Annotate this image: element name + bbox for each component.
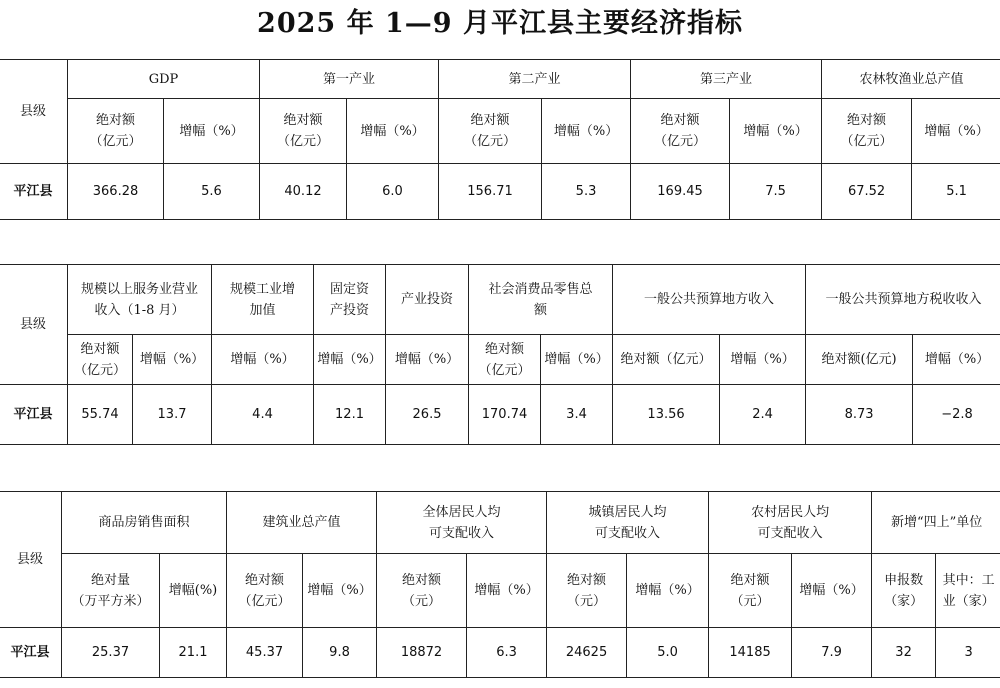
group-header: 农村居民人均 可支配收入 [709,492,872,554]
table-cell: 3.4 [541,385,613,445]
sub-header: 增幅（%） [212,335,314,385]
sub-header: 增幅（%） [913,335,1000,385]
table-cell: 9.8 [303,628,377,678]
sub-header: 绝对额 （元） [709,554,792,628]
table-cell: 14185 [709,628,792,678]
table-cell: 8.73 [806,385,913,445]
county-name: 平江县 [0,628,62,678]
indicator-table-1 [0,59,1000,220]
group-header: 规模工业增 加值 [212,265,314,335]
sub-header: 增幅（%） [386,335,469,385]
group-header: 商品房销售面积 [62,492,227,554]
table-cell: 18872 [377,628,467,678]
group-header: 一般公共预算地方收入 [613,265,806,335]
sub-header: 增幅（%） [467,554,547,628]
sub-header: 绝对额 （元） [547,554,627,628]
table-cell: 5.1 [912,164,1000,220]
table-cell: 67.52 [822,164,912,220]
group-header: 建筑业总产值 [227,492,377,554]
sub-header: 绝对额 （亿元） [68,99,164,164]
group-header: 第一产业 [260,60,439,99]
sub-header: 绝对量 （万平方米） [62,554,160,628]
group-header: GDP [68,60,260,99]
table-cell: 3 [936,628,1000,678]
group-header: 固定资 产投资 [314,265,386,335]
sub-header: 绝对额 （亿元） [260,99,347,164]
table-cell: 13.7 [133,385,212,445]
county-name: 平江县 [0,164,68,220]
group-header: 农林牧渔业总产值 [822,60,1000,99]
sub-header: 绝对额（亿元） [613,335,720,385]
sub-header: 增幅（%） [792,554,872,628]
county-header: 县级 [0,60,68,164]
table-cell: 6.0 [347,164,439,220]
indicator-table-3 [0,491,1000,678]
table-cell: 169.45 [631,164,730,220]
table-cell: 4.4 [212,385,314,445]
table-cell: 5.6 [164,164,260,220]
sub-header: 增幅(%) [160,554,227,628]
table-cell: 13.56 [613,385,720,445]
indicator-table-2 [0,264,1000,445]
sub-header: 增幅（%） [720,335,806,385]
table-cell: 5.3 [542,164,631,220]
table-cell: 366.28 [68,164,164,220]
sub-header: 增幅（%） [314,335,386,385]
table-cell: −2.8 [913,385,1000,445]
table-cell: 24625 [547,628,627,678]
sub-header: 其中：工 业（家） [936,554,1000,628]
sub-header: 增幅（%） [347,99,439,164]
sub-header: 绝对额 （亿元） [469,335,541,385]
sub-header: 增幅（%） [164,99,260,164]
group-header: 新增“四上”单位 [872,492,1000,554]
group-header: 全体居民人均 可支配收入 [377,492,547,554]
sub-header: 绝对额 （亿元） [822,99,912,164]
sub-header: 绝对额(亿元) [806,335,913,385]
table-cell: 55.74 [68,385,133,445]
table-cell: 7.5 [730,164,822,220]
group-header: 第三产业 [631,60,822,99]
county-header: 县级 [0,265,68,385]
sub-header: 增幅（%） [627,554,709,628]
group-header: 城镇居民人均 可支配收入 [547,492,709,554]
table-cell: 32 [872,628,936,678]
table-cell: 156.71 [439,164,542,220]
group-header: 社会消费品零售总 额 [469,265,613,335]
sub-header: 增幅（%） [133,335,212,385]
table-cell: 26.5 [386,385,469,445]
group-header: 第二产业 [439,60,631,99]
county-name: 平江县 [0,385,68,445]
sub-header: 增幅（%） [542,99,631,164]
page-title: 2025 年 1—9 月平江县主要经济指标 [257,8,743,39]
table-cell: 170.74 [469,385,541,445]
county-header: 县级 [0,492,62,628]
table-cell: 40.12 [260,164,347,220]
sub-header: 绝对额 （亿元） [439,99,542,164]
table-cell: 25.37 [62,628,160,678]
group-header: 规模以上服务业营业 收入（1-8 月） [68,265,212,335]
sub-header: 绝对额 （亿元） [227,554,303,628]
table-cell: 6.3 [467,628,547,678]
sub-header: 绝对额 （亿元） [68,335,133,385]
sub-header: 增幅（%） [541,335,613,385]
table-cell: 12.1 [314,385,386,445]
table-cell: 21.1 [160,628,227,678]
table-cell: 7.9 [792,628,872,678]
group-header: 产业投资 [386,265,469,335]
table-cell: 45.37 [227,628,303,678]
sub-header: 绝对额 （元） [377,554,467,628]
sub-header: 增幅（%） [730,99,822,164]
sub-header: 绝对额 （亿元） [631,99,730,164]
sub-header: 增幅（%） [303,554,377,628]
sub-header: 增幅（%） [912,99,1000,164]
table-cell: 2.4 [720,385,806,445]
sub-header: 申报数 （家） [872,554,936,628]
table-cell: 5.0 [627,628,709,678]
group-header: 一般公共预算地方税收收入 [806,265,1000,335]
